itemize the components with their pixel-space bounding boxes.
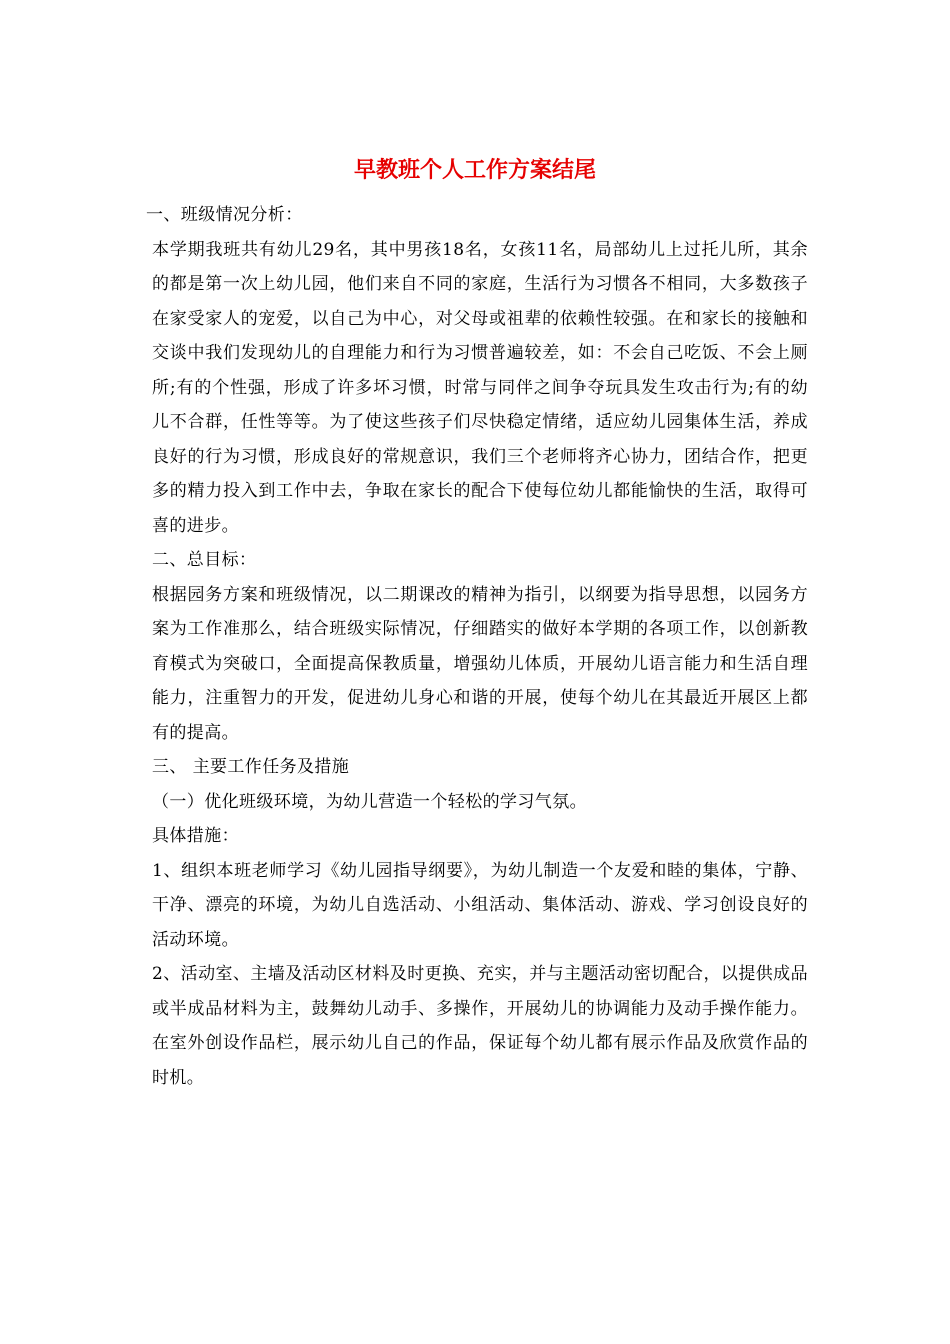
list-item-measure-2: 2、活动室、主墙及活动区材料及时更换、充实，并与主题活动密切配合，以提供成品或半成品材料为主，鼓舞幼儿动手、多操作，开展幼儿的协调能力及动手操作能力。在室外创设作品栏，展示幼儿自己的作品，保证每个幼儿都有展示作品及欣赏作品的时机。 [152, 964, 808, 1088]
subheading-specific-measures: 具体措施： [152, 826, 239, 846]
paragraph-overall-goal: 根据园务方案和班级情况，以二期课改的精神为指引，以纲要为指导思想，以园务方案为工作准那么，结合班级实际情况，仔细踏实的做好本学期的各项工作，以创新教育模式为突破口，全面提高保教质量，增强幼儿体质，开展幼儿语言能力和生活自理能力，注重智力的开发，促进幼儿身心和谐的开展，使每个幼儿在其最近开展区上都有的提高。 [152, 584, 808, 743]
list-item-measure-1: 1、组织本班老师学习《幼儿园指导纲要》，为幼儿制造一个友爱和睦的集体，宁静、干净、漂亮的环境，为幼儿自选活动、小组活动、集体活动、游戏、学习创设良好的活动环境。 [152, 860, 808, 950]
paragraph-class-analysis: 本学期我班共有幼儿29名，其中男孩18名，女孩11名，局部幼儿上过托儿所，其余的都是第一次上幼儿园，他们来自不同的家庭，生活行为习惯各不相同，大多数孩子在家受家人的宠爱，以自己为中心，对父母或祖辈的依赖性较强。在和家长的接触和交谈中我们发现幼儿的自理能力和行为习惯普遍较差，如：不会自己吃饭、不会上厕所;有的个性强，形成了许多坏习惯，时常与同伴之间争夺玩具发生攻击行为;有的幼儿不合群，任性等等。为了使这些孩子们尽快稳定情绪，适应幼儿园集体生活，养成良好的行为习惯，形成良好的常规意识，我们三个老师将齐心协力，团结合作，把更多的精力投入到工作中去，争取在家长的配合下使每位幼儿都能愉快的生活，取得可喜的进步。 [152, 239, 808, 536]
section-heading-overall-goal: 二、总目标： [152, 550, 257, 570]
document-title: 早教班个人工作方案结尾 [353, 157, 596, 183]
subheading-optimize-environment: （一）优化班级环境，为幼儿营造一个轻松的学习气氛。 [152, 791, 587, 812]
section-heading-main-tasks: 三、 主要工作任务及措施 [152, 757, 350, 777]
document-body [146, 198, 808, 1095]
section-heading-class-analysis: 一、班级情况分析： [146, 205, 303, 225]
